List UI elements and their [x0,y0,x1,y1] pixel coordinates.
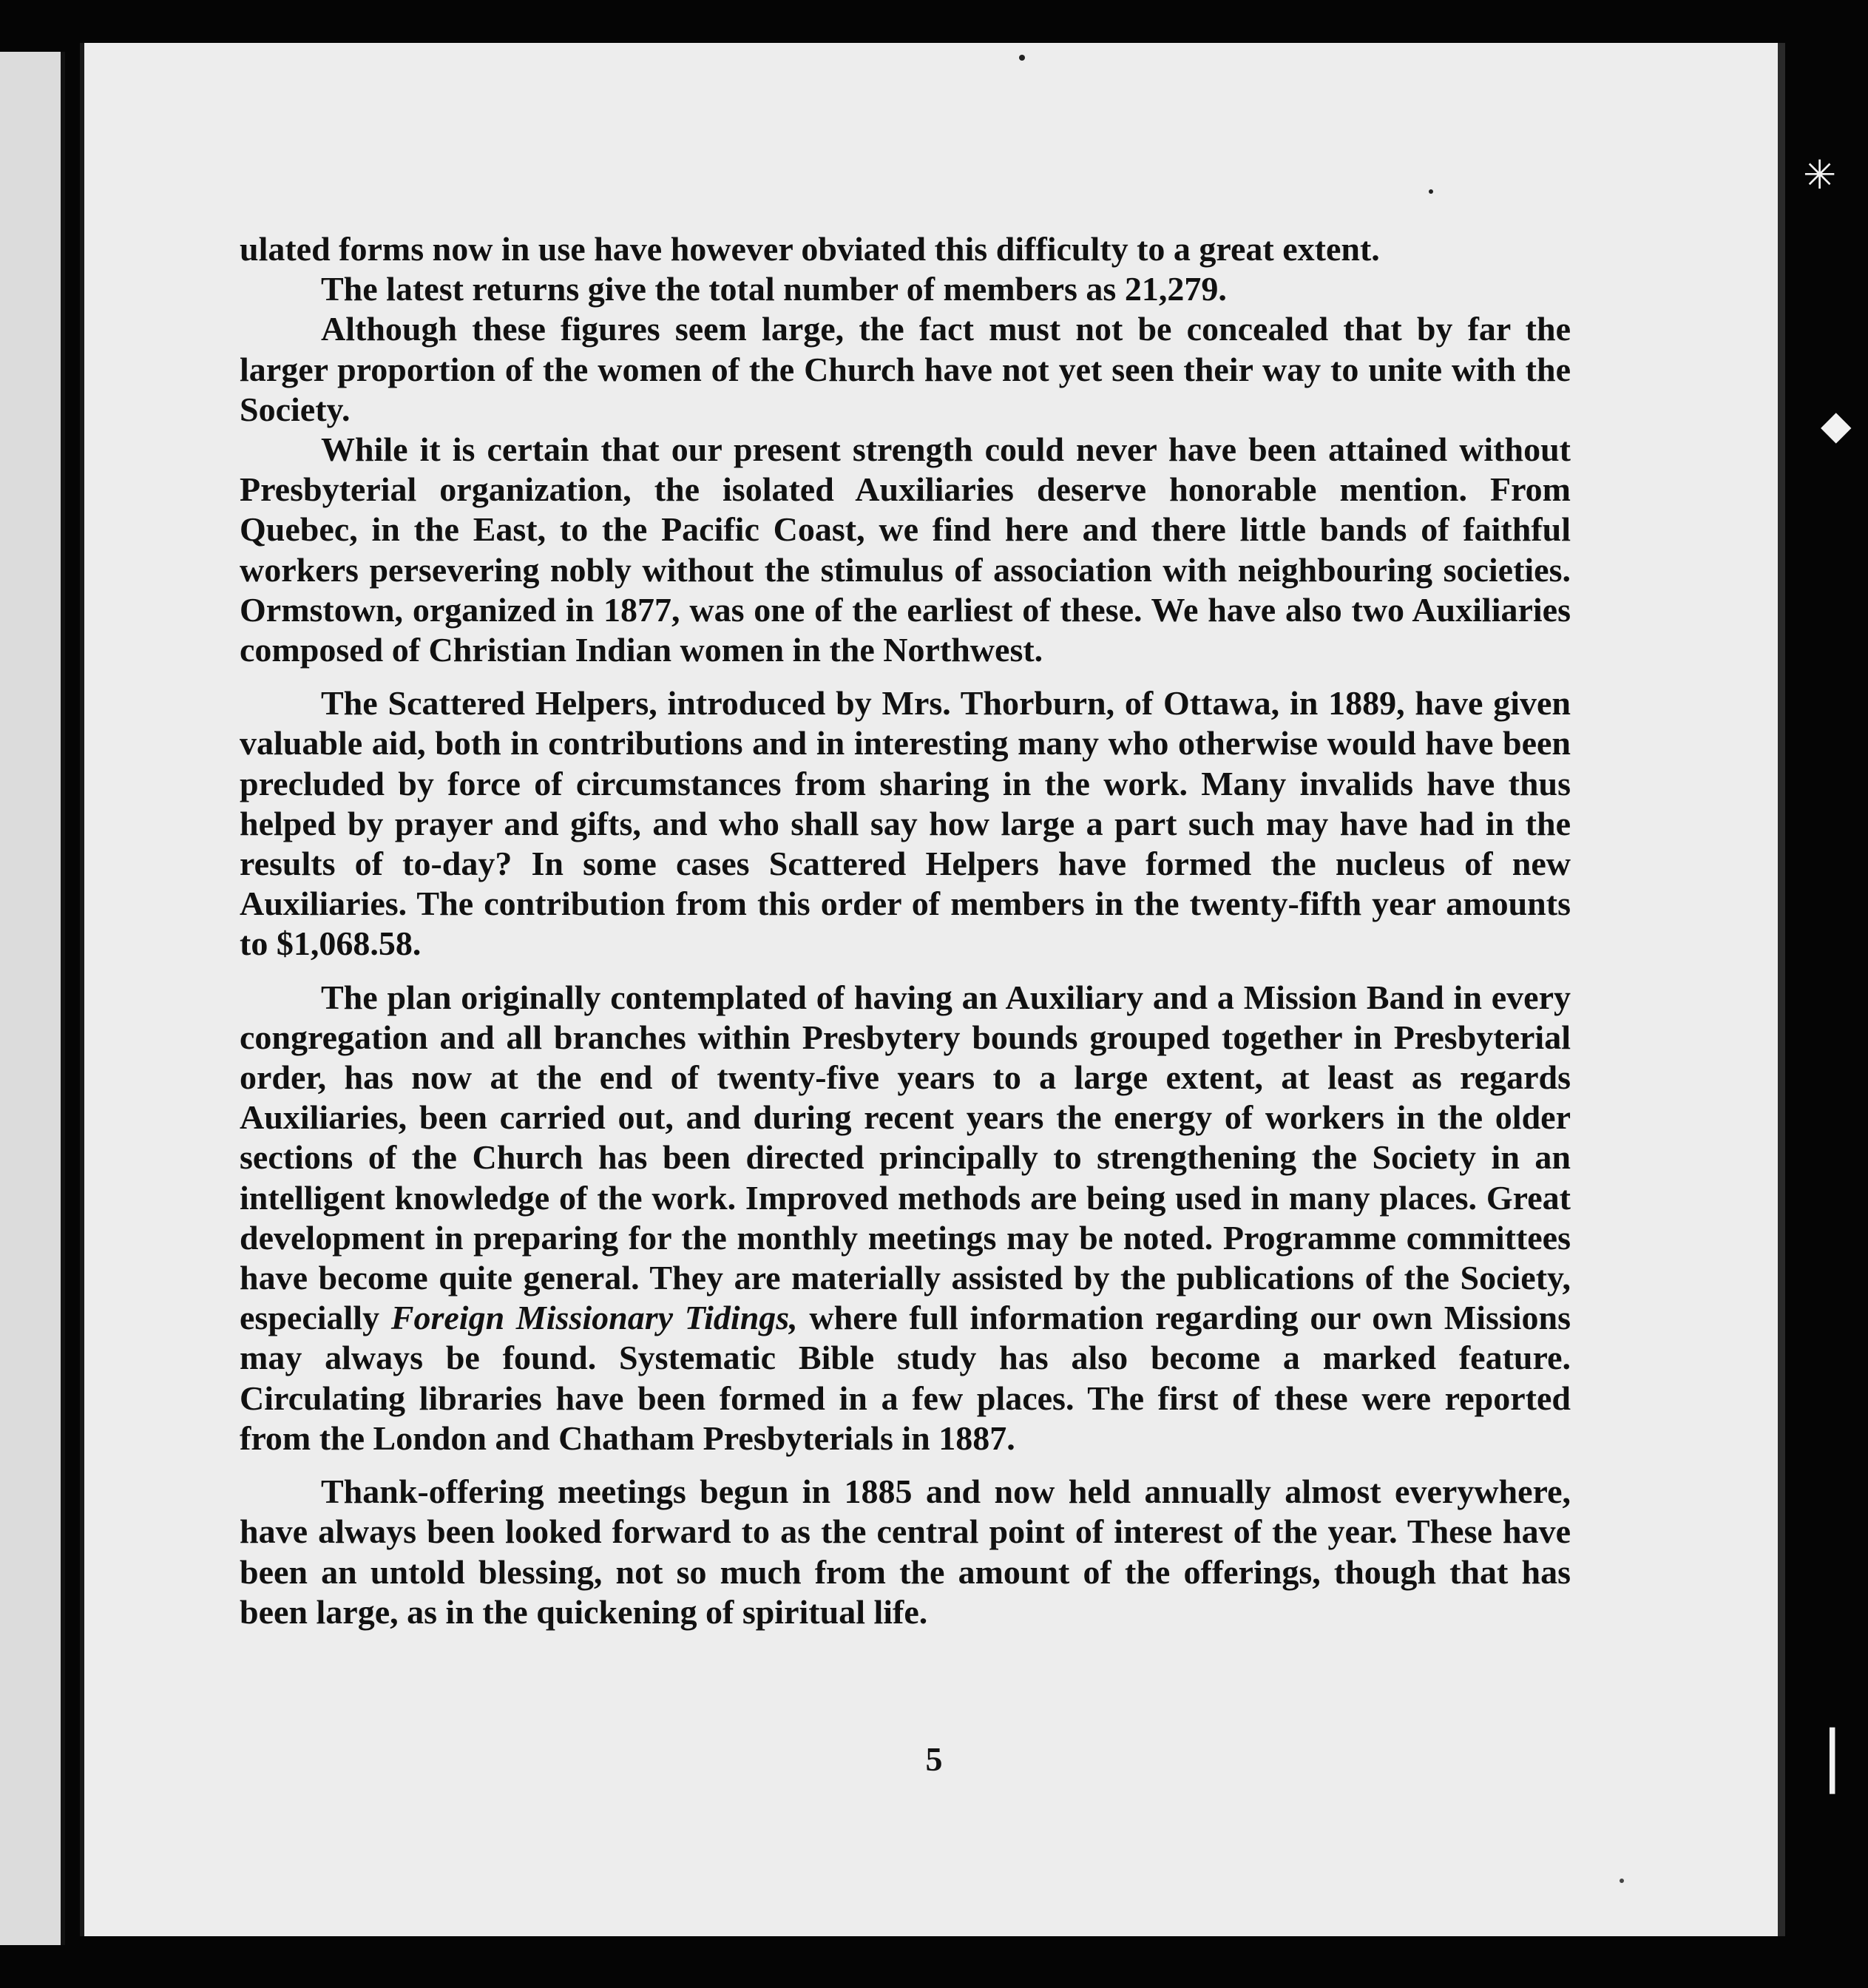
paragraph: ulated forms now in use have however obviated this difficulty to a great extent. [240,230,1380,268]
page-edge-shadow [1778,43,1785,1936]
scan-speck [1620,1879,1624,1883]
paragraph: Thank-offering meetings begun in 1885 and now held annually almost everywhere, have always been looked forward to as the central point of interest of the year. These have been an untold blessing, not so much from the amount of the offerings, though that has been large, as in the quickening of spiritual life. [240,1473,1571,1631]
paragraph: The latest returns give the total number of members as 21,279. [321,270,1227,308]
body-text [240,229,1571,1632]
page-number: 5 [925,1740,943,1778]
paragraph-text: The plan originally contemplated of having an Auxiliary and a Mission Band in every congregation and all branches within Presbytery bounds grouped together in Presbyterial order, has now at the end of twenty-five years to a large extent, at least as regards Auxiliaries, been carried out, and during recent years the energy of workers in the older sections of the Church has been directed principally to strengthening the Society in an intelligent knowledge of the work. Improved methods are being used in many places. Great development in preparing for the monthly meetings may be noted. Programme committees have become quite general. They are materially assisted by the publications of the Society, especially [240,978,1571,1337]
scan-artifact: ◆ [1821,403,1852,447]
publication-title: Foreign Missionary Tidings, [390,1299,798,1337]
scan-artifact: ❘ [1804,1720,1861,1793]
paragraph [240,978,1571,1458]
previous-page-edge [0,52,65,1945]
paragraph: Although these figures seem large, the fact must not be concealed that by far the larger proportion of the women of the Church have not yet seen their way to unite with the Society. [240,310,1571,428]
scan-speck [1019,55,1025,61]
scan-artifact: ✳ [1803,153,1837,197]
paragraph-text: where full information regarding our own Missions may always be found. Systematic Bible study has also become a marked feature. Circulating libraries have been formed in a few places. The first of these were reported from the London and Chatham Presbyterials in 1887. [240,1299,1571,1457]
paragraph: While it is certain that our present strength could never have been attained without Presbyterial organization, the isolated Auxiliaries deserve honorable mention. From Quebec, in the East, to the Pacific Coast, we find here and there little bands of faithful workers persevering nobly without the stimulus of association with neighbouring societies. Ormstown, organized in 1877, was one of the earliest of these. We have also two Auxiliaries composed of Christian Indian women in the Northwest. [240,430,1571,669]
scan-speck [1429,189,1433,194]
paragraph: The Scattered Helpers, introduced by Mrs. Thorburn, of Ottawa, in 1889, have given valuable aid, both in contributions and in interesting many who otherwise would have been precluded by force of circumstances from sharing in the work. Many invalids have thus helped by prayer and gifts, and who shall say how large a part such may have had in the results of to-day? In some cases Scattered Helpers have formed the nucleus of new Auxiliaries. The contribution from this order of members in the twenty-fifth year amounts to $1,068.58. [240,684,1571,963]
